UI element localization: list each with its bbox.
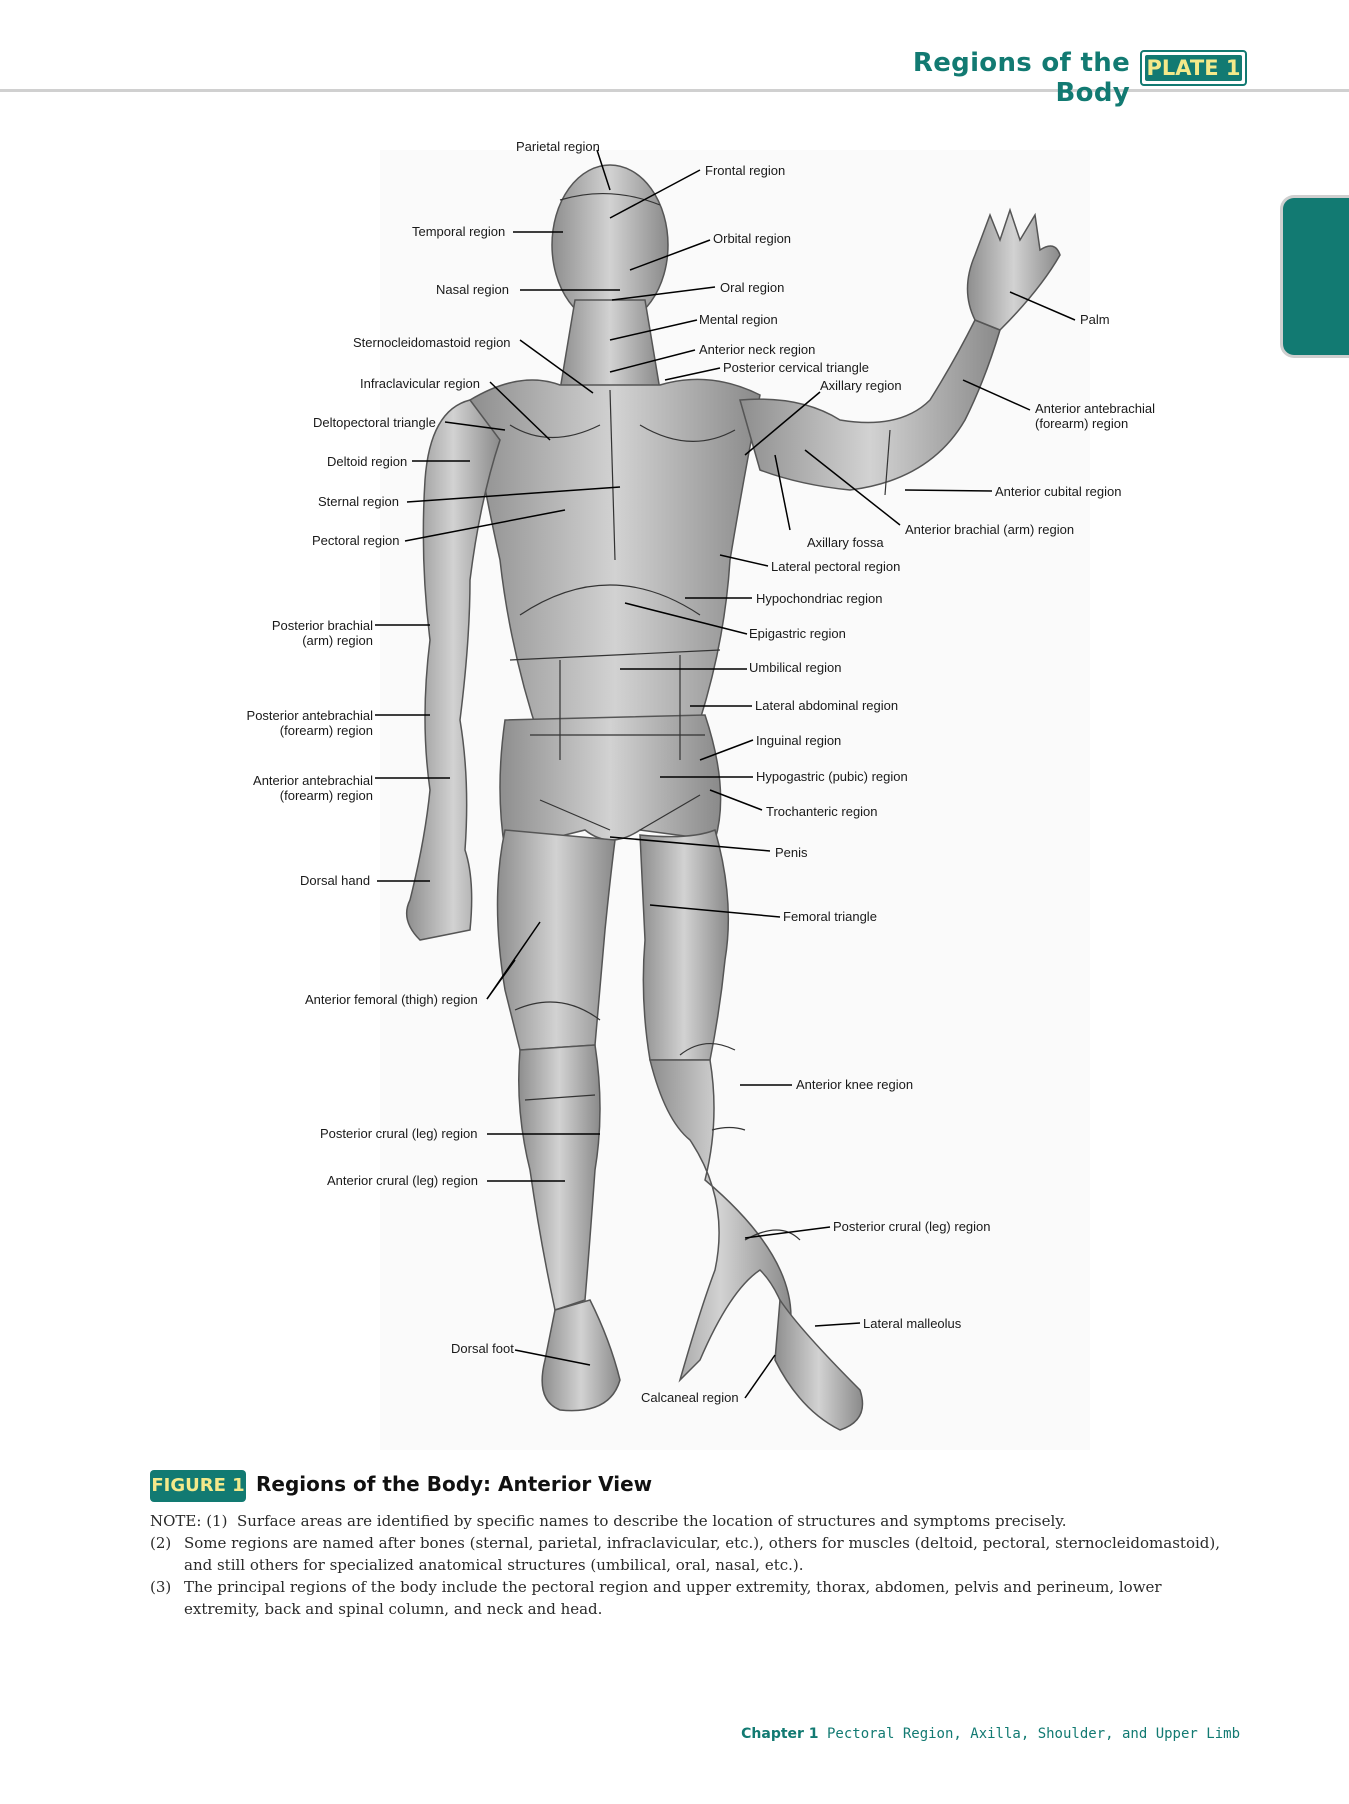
label-anterior-antebrachial-right: Anterior antebrachial (forearm) region bbox=[1035, 401, 1155, 431]
figure-notes bbox=[150, 1510, 1240, 1620]
label-anterior-brachial-region: Anterior brachial (arm) region bbox=[905, 522, 1075, 537]
label-deltoid-region: Deltoid region bbox=[327, 454, 408, 469]
label-mental-region: Mental region bbox=[699, 312, 778, 327]
label-dorsal-hand: Dorsal hand bbox=[300, 873, 371, 888]
label-pectoral-region: Pectoral region bbox=[312, 533, 400, 548]
label-sternal-region: Sternal region bbox=[318, 494, 399, 509]
note-3 bbox=[150, 1576, 1240, 1620]
label-posterior-brachial-region: Posterior brachial (arm) region bbox=[271, 618, 373, 648]
label-dorsal-foot: Dorsal foot bbox=[451, 1341, 514, 1356]
note-intro: NOTE: (1) bbox=[150, 1512, 228, 1530]
label-hypogastric-region: Hypogastric (pubic) region bbox=[756, 769, 908, 784]
label-anterior-knee-region: Anterior knee region bbox=[796, 1077, 914, 1092]
label-axillary-fossa: Axillary fossa bbox=[807, 535, 884, 550]
label-anterior-neck-region: Anterior neck region bbox=[699, 342, 816, 357]
label-lateral-abdominal-region: Lateral abdominal region bbox=[755, 698, 899, 713]
label-anterior-crural-region: Anterior crural (leg) region bbox=[327, 1173, 479, 1188]
label-inguinal-region: Inguinal region bbox=[756, 733, 842, 748]
footer-chapter: Chapter 1 bbox=[741, 1726, 819, 1742]
label-trochanteric-region: Trochanteric region bbox=[766, 804, 878, 819]
figure-badge: FIGURE 1 bbox=[150, 1470, 246, 1502]
note-1 bbox=[150, 1510, 1240, 1532]
label-lateral-malleolus: Lateral malleolus bbox=[863, 1316, 962, 1331]
label-axillary-region: Axillary region bbox=[820, 378, 902, 393]
label-anterior-antebrachial-left: Anterior antebrachial (forearm) region bbox=[253, 773, 373, 803]
label-posterior-crural-left: Posterior crural (leg) region bbox=[320, 1126, 478, 1141]
label-parietal-region: Parietal region bbox=[516, 139, 600, 154]
label-hypochondriac-region: Hypochondriac region bbox=[756, 591, 883, 606]
note-2-number: (2) bbox=[150, 1534, 172, 1552]
label-deltopectoral-triangle: Deltopectoral triangle bbox=[313, 415, 436, 430]
plate-label: PLATE 1 bbox=[1146, 56, 1241, 80]
label-temporal-region: Temporal region bbox=[412, 224, 506, 239]
label-posterior-crural-right: Posterior crural (leg) region bbox=[833, 1219, 991, 1234]
note-2 bbox=[150, 1532, 1240, 1576]
label-umbilical-region: Umbilical region bbox=[749, 660, 842, 675]
label-palm: Palm bbox=[1080, 312, 1110, 327]
label-orbital-region: Orbital region bbox=[713, 231, 792, 246]
footer-section: Pectoral Region, Axilla, Shoulder, and Upper Limb bbox=[826, 1726, 1240, 1742]
note-2-text: Some regions are named after bones (sternal, parietal, infraclavicular, etc.), others for muscles (deltoid, pectoral, sternocleidomastoid), and still others for specialized anatomical structures (umbilical, oral, nasal, etc.). bbox=[184, 1534, 1220, 1574]
label-penis: Penis bbox=[775, 845, 808, 860]
figure-title: Regions of the Body: Anterior View bbox=[256, 1472, 653, 1496]
note-3-number: (3) bbox=[150, 1578, 172, 1596]
note-1-text: Surface areas are identified by specific names to describe the location of structures and symptoms precisely. bbox=[237, 1512, 1067, 1530]
label-frontal-region: Frontal region bbox=[705, 163, 786, 178]
label-epigastric-region: Epigastric region bbox=[749, 626, 846, 641]
page-footer bbox=[700, 1726, 1240, 1742]
label-infraclavicular-region: Infraclavicular region bbox=[360, 376, 480, 391]
label-lateral-pectoral-region: Lateral pectoral region bbox=[771, 559, 901, 574]
label-anterior-cubital-region: Anterior cubital region bbox=[995, 484, 1122, 499]
label-femoral-triangle: Femoral triangle bbox=[783, 909, 877, 924]
label-anterior-femoral-region: Anterior femoral (thigh) region bbox=[305, 992, 478, 1007]
note-3-text: The principal regions of the body include the pectoral region and upper extremity, thorax, abdomen, pelvis and perineum, lower extremity, back and spinal column, and neck and head. bbox=[184, 1578, 1162, 1618]
label-oral-region: Oral region bbox=[720, 280, 785, 295]
page-title: Regions of the Body bbox=[912, 48, 1130, 108]
label-posterior-antebrachial-region: Posterior antebrachial (forearm) region bbox=[246, 708, 373, 738]
label-calcaneal-region: Calcaneal region bbox=[641, 1390, 739, 1405]
label-nasal-region: Nasal region bbox=[436, 282, 509, 297]
label-sternocleidomastoid-region: Sternocleidomastoid region bbox=[353, 335, 511, 350]
label-posterior-cervical-triangle: Posterior cervical triangle bbox=[723, 360, 869, 375]
